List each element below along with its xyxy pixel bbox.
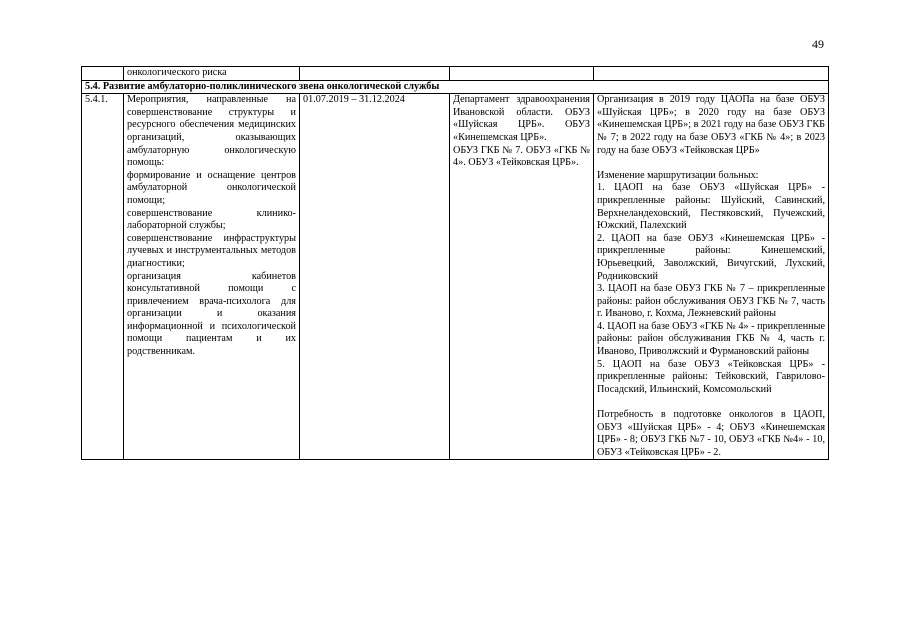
result-cell — [594, 94, 829, 460]
carry-period-cell — [300, 67, 450, 81]
routing-item: 5. ЦАОП на базе ОБУЗ «Тейковская ЦРБ» - прикрепленные районы: Тейковский, Гаврилово-Посадский, Ильинский, Комсомольский — [597, 358, 825, 395]
measure-text: формирование и оснащение центров амбулаторной онкологической помощи; — [127, 169, 296, 206]
carry-responsible-cell — [450, 67, 594, 81]
routing-item: 4. ЦАОП на базе ОБУЗ «ГКБ № 4» - прикрепленные районы: район обслуживания ГКБ № 4, часть г. Иваново, Приволжский и Фурмановский районы — [597, 320, 825, 358]
section-title: 5.4. Развитие амбулаторно-поликлинического звена онкологической службы — [82, 80, 829, 94]
oncologist-need: Потребность в подготовке онкологов в ЦАОП, ОБУЗ «Шуйская ЦРБ» - 4; ОБУЗ «Кинешемская ЦРБ» - 8; ОБУЗ ГКБ №7 - 10, ОБУЗ «ГКБ №4» - 10, ОБУЗ «Тейковская ЦРБ» - 2. — [597, 409, 825, 458]
routing-title: Изменение маршрутизации больных: — [597, 169, 759, 181]
measure-text: совершенствование клинико-лабораторной службы; — [127, 207, 296, 232]
routing-item: 1. ЦАОП на базе ОБУЗ «Шуйская ЦРБ» - прикрепленные районы: Шуйский, Савинский, Верхнеландеховский, Пестяковский, Пучежский, Южский, Палехский — [597, 182, 825, 232]
carry-name-cell: онкологического риска — [124, 67, 300, 81]
measure-text: совершенствование инфраструктуры лучевых и инструментальных методов диагностики; — [127, 232, 296, 269]
plan-table — [81, 66, 829, 460]
carry-number-cell — [82, 67, 124, 81]
responsible-cell — [450, 94, 594, 460]
table-row — [82, 94, 829, 460]
routing-item: 2. ЦАОП на базе ОБУЗ «Кинешемская ЦРБ» - прикрепленные районы: Кинешемский, Юрьевецкий, Заволжский, Вичугский, Лухский, Родниковский — [597, 232, 825, 282]
section-row — [82, 80, 829, 94]
responsible-text: ОБУЗ ГКБ № 7. ОБУЗ «ГКБ № 4». ОБУЗ «Тейковская ЦРБ». — [453, 144, 590, 169]
routing-item: 3. ЦАОП на базе ОБУЗ ГКБ № 7 – прикрепленные районы: район обслуживания ОБУЗ ГКБ № 7, часть г. Иваново, г. Кохма, Лежневский районы — [597, 283, 825, 320]
spacer — [597, 157, 825, 170]
result-intro: Организация в 2019 году ЦАОПа на базе ОБУЗ «Шуйская ЦРБ»; в 2020 году на базе ОБУЗ «Кинешемская ЦРБ»; в 2021 году на базе ОБУЗ ГКБ № 7; в 2022 году на базе ОБУЗ «ГКБ № 4»; в 2023 году на базе ОБУЗ «Тейковская ЦРБ» — [597, 94, 825, 156]
period-cell: 01.07.2019 – 31.12.2024 — [300, 94, 450, 460]
spacer — [597, 396, 825, 409]
measure-text: Мероприятия, направленные на совершенствование структуры и ресурсного обеспечения медицинских организаций, оказывающих амбулаторную онкологическую помощь: — [127, 94, 296, 169]
responsible-text: Департамент здравоохранения Ивановской области. ОБУЗ «Шуйская ЦРБ». ОБУЗ «Кинешемская ЦРБ». — [453, 94, 590, 143]
page-number: 49 — [812, 37, 824, 51]
carry-over-row — [82, 67, 829, 81]
carry-result-cell — [594, 67, 829, 81]
measures-cell — [124, 94, 300, 460]
row-number: 5.4.1. — [82, 94, 124, 460]
measure-text: организация кабинетов консультативной помощи с привлечением врача-психолога для организации и оказания информационной и психологической помощи пациентам и их родственникам. — [127, 270, 296, 358]
